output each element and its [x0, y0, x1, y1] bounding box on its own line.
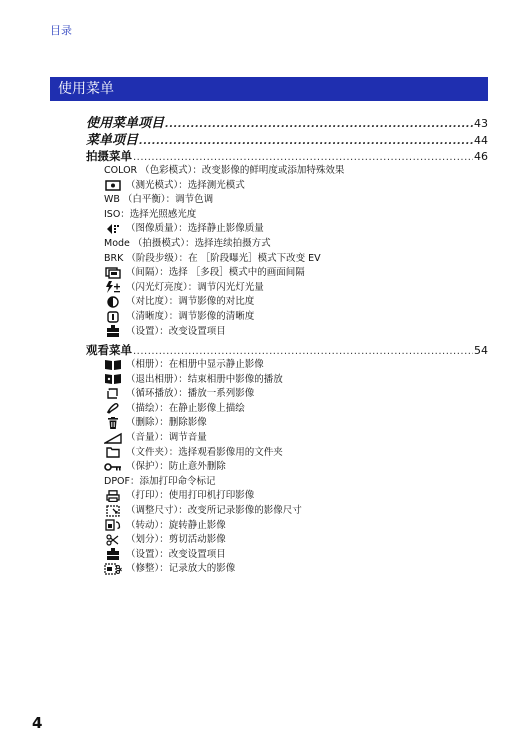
toc-page-number: 54 [474, 344, 488, 357]
menu-item-description: （打印）：使用打印机打印影像 [126, 490, 255, 502]
paint-icon [104, 402, 122, 414]
delete-icon [104, 417, 122, 429]
slideshow-icon [104, 388, 122, 400]
menu-item-entry [104, 281, 264, 294]
menu-item-description: （退出相册）：结束相册中影像的播放 [126, 373, 283, 385]
menu-item-entry [104, 373, 283, 386]
menu-item-entry [104, 519, 226, 532]
section-title: 使用菜单 [58, 81, 114, 97]
menu-item-entry [104, 237, 271, 250]
menu-item-description: ISO：选择光照感光度 [104, 208, 197, 220]
toc-entry-label: 观看菜单 [86, 343, 132, 357]
menu-item-description: （对比度）：调节影像的对比度 [126, 296, 255, 308]
menu-item-description: （描绘）：在静止影像上描绘 [126, 402, 245, 414]
volume-icon [104, 432, 122, 444]
menu-item-description: （闪光灯亮度）：调节闪光灯光量 [126, 281, 264, 293]
rotate-icon [104, 519, 122, 531]
menu-item-description: （划分）：剪切活动影像 [126, 534, 226, 546]
menu-item-entry [104, 402, 245, 415]
leader-dots [133, 346, 473, 357]
trimming-icon [104, 563, 122, 575]
section-title-bar [50, 77, 488, 101]
interval-icon [104, 267, 122, 279]
menu-item-description: （图像质量）：选择静止影像质量 [126, 223, 264, 235]
menu-item-entry [104, 460, 226, 473]
menu-item-entry [104, 387, 254, 400]
menu-item-entry [104, 431, 207, 444]
menu-item-entry [104, 504, 302, 517]
sharpness-icon [104, 311, 122, 323]
menu-item-entry [104, 295, 254, 308]
menu-item-description: （保护）：防止意外删除 [126, 461, 226, 473]
menu-item-description: （清晰度）：调节影像的清晰度 [126, 311, 255, 322]
menu-item-entry [104, 533, 226, 546]
menu-item-entry [104, 548, 226, 561]
menu-item-description: （设置）：改变设置项目 [126, 325, 226, 337]
contrast-icon [104, 296, 122, 308]
menu-item-description: （调整尺寸）：改变所记录影像的影像尺寸 [126, 505, 302, 516]
menu-item-entry [104, 252, 321, 265]
toc-entry-label: 拍摄菜单 [86, 149, 132, 163]
toc-page-number: 44 [474, 134, 488, 147]
menu-item-description: （转动）：旋转静止影像 [126, 519, 226, 531]
divide-icon [104, 534, 122, 546]
resize-icon [104, 505, 122, 517]
menu-item-description: （相册）：在相册中显示静止影像 [126, 359, 264, 370]
menu-item-entry [104, 489, 254, 502]
menu-item-description: COLOR （色彩模式）：改变影像的鲜明度或添加特殊效果 [104, 165, 345, 176]
toc-entry-label: 使用菜单项目 [86, 116, 165, 131]
menu-item-description: （音量）：调节音量 [126, 432, 207, 443]
page-number: 4 [32, 714, 43, 732]
toc-page-number: 46 [474, 150, 488, 163]
contents-link[interactable]: 目录 [50, 24, 72, 37]
menu-item-entry [104, 446, 283, 459]
menu-item-entry [104, 358, 264, 371]
menu-item-description: （删除）：删除影像 [126, 417, 207, 429]
menu-item-entry [104, 193, 213, 206]
leader-dots [139, 136, 473, 147]
setup-icon [104, 325, 122, 337]
toc-entry-label: 菜单项目 [86, 133, 139, 148]
toc-entry-menu-items[interactable] [86, 129, 488, 148]
menu-item-entry [104, 475, 216, 488]
print-icon [104, 490, 122, 502]
folder-icon [104, 446, 122, 458]
menu-item-description: Mode （拍摄模式）：选择连续拍摄方式 [104, 238, 271, 249]
menu-item-description: DPOF：添加打印命令标记 [104, 475, 216, 487]
menu-item-description: WB （白平衡）：调节色调 [104, 194, 214, 206]
toc-entry-view-menu[interactable] [86, 342, 488, 358]
menu-item-entry [104, 208, 196, 221]
menu-item-description: （文件夹）：选择观看影像用的文件夹 [126, 446, 283, 458]
menu-item-description: （间隔）：选择 ［多段］模式中的画面间隔 [126, 267, 305, 279]
setup-icon [104, 548, 122, 560]
flash-level-icon [104, 281, 122, 293]
menu-item-description: （循环播放）：播放一系列影像 [126, 388, 255, 400]
album-icon [104, 359, 122, 371]
menu-item-description: （修整）：记录放大的影像 [126, 563, 236, 575]
menu-item-entry [104, 179, 245, 192]
image-quality-icon [104, 223, 122, 235]
exit-album-icon [104, 373, 122, 385]
menu-item-description: （设置）：改变设置项目 [126, 548, 226, 560]
toc-page-number: 43 [474, 117, 488, 130]
menu-item-entry [104, 310, 254, 323]
menu-item-entry [104, 164, 344, 177]
menu-item-entry [104, 325, 226, 338]
leader-dots [133, 152, 473, 163]
menu-item-description: （测光模式）：选择测光模式 [126, 179, 245, 191]
menu-item-description: BRK （阶段步级）：在 ［阶段曝光］模式下改变 EV [104, 252, 321, 264]
menu-item-entry [104, 416, 207, 429]
toc-entry-shoot-menu[interactable] [86, 148, 488, 164]
menu-item-entry [104, 562, 235, 575]
menu-item-entry [104, 266, 305, 279]
metering-mode-icon [104, 179, 122, 191]
menu-item-entry [104, 222, 264, 235]
protect-icon [104, 461, 122, 473]
